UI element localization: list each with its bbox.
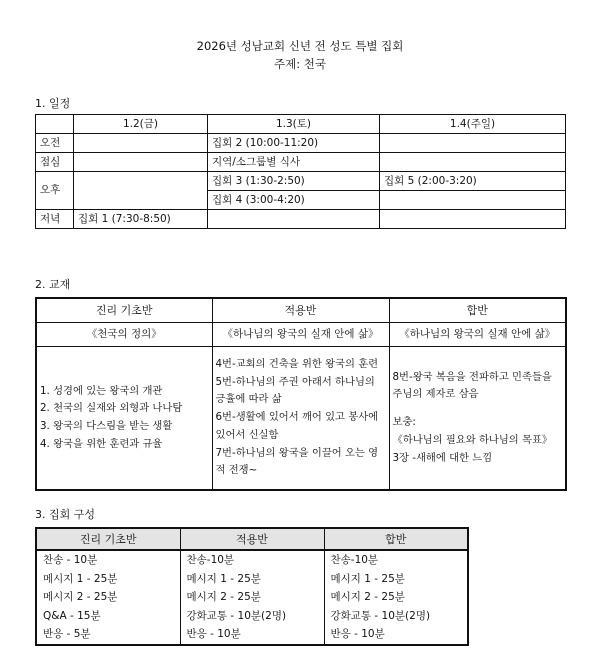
list-item: 강화교통 - 10분(2명) (330, 609, 431, 622)
composition-basic-cell (36, 550, 180, 645)
composition-applied-cell (180, 550, 324, 645)
composition-table (35, 527, 469, 646)
cell-fri-morning (74, 134, 208, 153)
book-basic: 《천국의 정의》 (36, 323, 212, 347)
materials-col-applied: 적용반 (212, 298, 389, 323)
schedule-col-sat: 1.3(토) (208, 115, 380, 134)
combined-items-cell (389, 347, 566, 491)
list-item: 3. 왕국의 다스림을 받는 생활 (40, 420, 173, 432)
list-item: 2. 천국의 실재와 외형과 나나탐 (40, 402, 183, 415)
composition-content-row (36, 550, 468, 645)
composition-combined-cell (324, 550, 468, 645)
composition-col-applied: 적용반 (180, 528, 324, 550)
cell-fri-afternoon (74, 172, 208, 210)
cell-sun-evening (380, 210, 566, 229)
list-item: 반응 - 10분 (330, 628, 385, 640)
materials-book-row (36, 323, 566, 347)
list-item: 《하나님의 필요와 하나님의 목표》 3장 -새해에 대한 느낌 (392, 433, 553, 464)
materials-col-basic: 진리 기초반 (36, 298, 212, 323)
schedule-corner-cell (36, 115, 74, 134)
schedule-row-afternoon-1 (36, 172, 566, 191)
list-item: 메시지 1 - 25분 (330, 572, 405, 585)
schedule-row-morning (36, 134, 566, 153)
list-item: 반응 - 5분 (43, 628, 91, 640)
composition-col-combined: 합반 (324, 528, 468, 550)
cell-sun-afternoon: 집회 5 (2:00-3:20) (380, 172, 566, 191)
list-item: 강화교통 - 10분(2명) (186, 609, 287, 622)
book-combined: 《하나님의 왕국의 실재 안에 삶》 (389, 323, 566, 347)
materials-heading: 2. 교재 (35, 278, 71, 291)
schedule-row-evening (36, 210, 566, 229)
schedule-col-sun: 1.4(주일) (380, 115, 566, 134)
list-item: 찬송 - 10분 (43, 554, 98, 566)
row-label-morning: 오전 (36, 134, 74, 153)
list-item: 4. 왕국을 위한 훈련과 규율 (40, 437, 163, 450)
materials-header-row (36, 298, 566, 323)
basic-items-cell (36, 347, 212, 491)
list-item: 1. 성경에 있는 왕국의 개관 (40, 384, 163, 397)
composition-col-basic: 진리 기초반 (36, 528, 180, 550)
cell-sun-lunch (380, 153, 566, 172)
cell-sat-morning: 집회 2 (10:00-11:20) (208, 134, 380, 153)
cell-sat-lunch: 지역/소그룹별 식사 (208, 153, 380, 172)
list-item: 4번-교회의 건축을 위한 왕국의 훈련 (215, 358, 379, 371)
cell-sun-afternoon-2 (380, 191, 566, 210)
cell-sat-evening (208, 210, 380, 229)
list-item: 찬송-10분 (330, 554, 379, 566)
row-label-lunch: 점심 (36, 153, 74, 172)
cell-sat-afternoon-1: 집회 3 (1:30-2:50) (208, 172, 380, 191)
list-item: 메시지 2 - 25분 (43, 591, 118, 603)
list-item: 메시지 2 - 25분 (186, 591, 261, 603)
list-item: 메시지 1 - 25분 (43, 572, 118, 585)
spacer (393, 404, 563, 414)
cell-fri-evening: 집회 1 (7:30-8:50) (74, 210, 208, 229)
list-item: 찬송-10분 (186, 554, 235, 566)
page-title: 2026년 성남교회 신년 전 성도 특별 집회 (196, 39, 404, 53)
composition-header-row (36, 528, 468, 550)
list-item: 메시지 1 - 25분 (186, 572, 261, 585)
list-item: 5번-하나님의 주권 아래서 하나님의 긍휼에 따라 삶 (215, 375, 375, 406)
list-item: 8번-왕국 복음을 전파하고 민족들을 주님의 제자로 삼음 (392, 370, 552, 401)
schedule-row-lunch (36, 153, 566, 172)
cell-fri-lunch (74, 153, 208, 172)
materials-col-combined: 합반 (389, 298, 566, 323)
row-label-afternoon: 오후 (36, 172, 74, 210)
book-applied: 《하나님의 왕국의 실재 안에 삶》 (212, 323, 389, 347)
applied-items-cell (212, 347, 389, 491)
schedule-table (35, 114, 566, 229)
row-label-evening: 저녁 (36, 210, 74, 229)
list-item: 보충: (392, 416, 416, 429)
schedule-heading: 1. 일정 (35, 97, 71, 110)
list-item: 메시지 2 - 25분 (330, 591, 405, 603)
materials-content-row (36, 347, 566, 491)
list-item: 반응 - 10분 (186, 628, 241, 640)
schedule-col-fri: 1.2(금) (74, 115, 208, 134)
list-item: 7번-하나님의 왕국을 이끌어 오는 영적 전쟁~ (215, 446, 379, 477)
list-item: Q&A - 15분 (43, 609, 101, 622)
cell-sat-afternoon-2: 집회 4 (3:00-4:20) (208, 191, 380, 210)
materials-table (35, 297, 567, 491)
list-item: 6번-생활에 있어서 깨어 있고 봉사에 있어서 신실함 (215, 411, 379, 441)
composition-heading: 3. 집회 구성 (35, 508, 95, 521)
schedule-header-row (36, 115, 566, 134)
page-subtitle: 주제: 천국 (274, 57, 326, 71)
cell-sun-morning (380, 134, 566, 153)
